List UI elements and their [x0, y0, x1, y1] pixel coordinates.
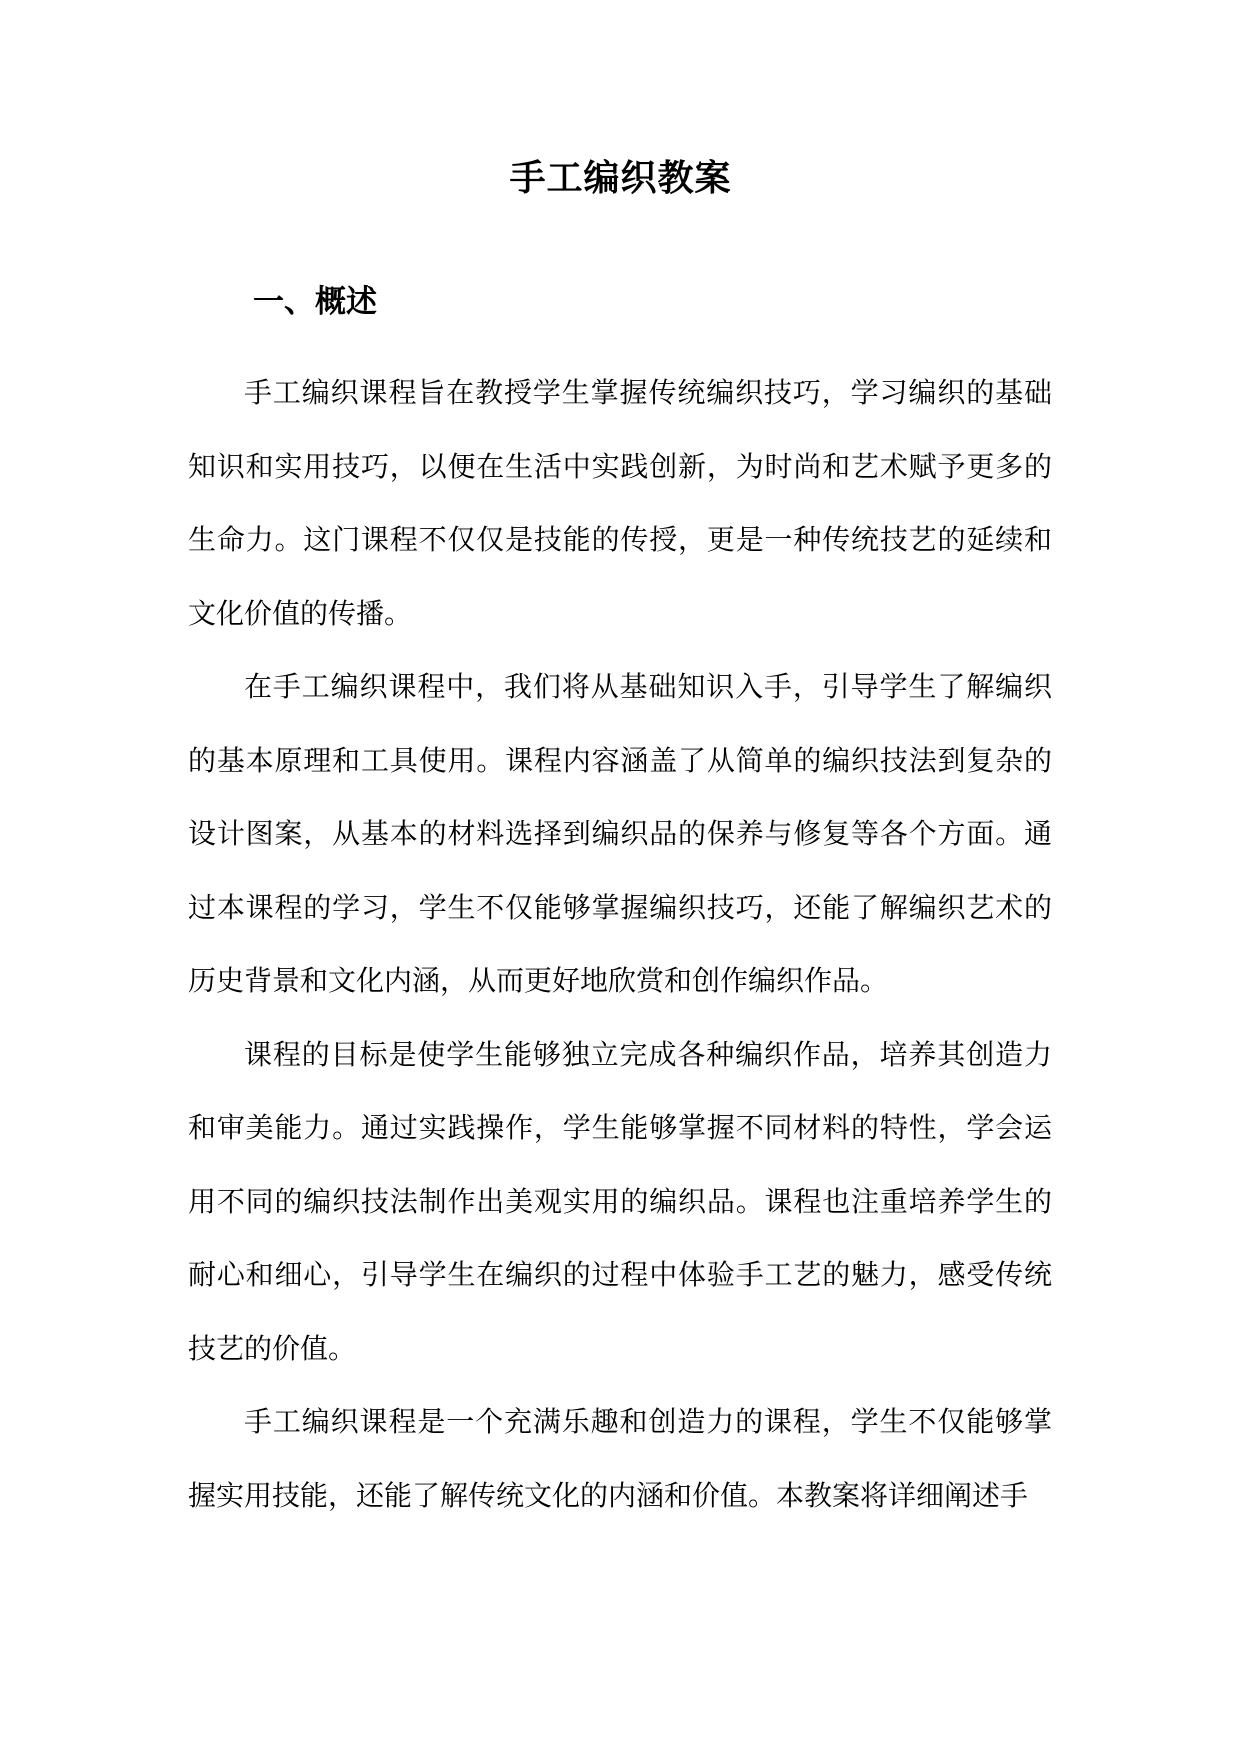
paragraph-1: 手工编织课程旨在教授学生掌握传统编织技巧，学习编织的基础知识和实用技巧，以便在生活中实践创新，为时尚和艺术赋予更多的生命力。这门课程不仅仅是技能的传授，更是一种传统技艺的延续和文化价值的传播。 — [188, 376, 1052, 630]
document-title: 手工编织教案 — [509, 157, 732, 199]
section-heading-overview: 一、概述 — [253, 284, 377, 320]
paragraph-2: 在手工编织课程中，我们将从基础知识入手，引导学生了解编织的基本原理和工具使用。课程内容涵盖了从简单的编织技法到复杂的设计图案，从基本的材料选择到编织品的保养与修复等各个方面。通过本课程的学习，学生不仅能够掌握编织技巧，还能了解编织艺术的历史背景和文化内涵，从而更好地欣赏和创作编织作品。 — [188, 670, 1052, 997]
paragraph-3: 课程的目标是使学生能够独立完成各种编织作品，培养其创造力和审美能力。通过实践操作，学生能够掌握不同材料的特性，学会运用不同的编织技法制作出美观实用的编织品。课程也注重培养学生的耐心和细心，引导学生在编织的过程中体验手工艺的魅力，感受传统技艺的价值。 — [188, 1037, 1052, 1365]
section-body — [188, 356, 1052, 1532]
paragraph-4: 手工编织课程是一个充满乐趣和创造力的课程，学生不仅能够掌握实用技能，还能了解传统文化的内涵和价值。本教案将详细阐述手 — [188, 1405, 1052, 1512]
